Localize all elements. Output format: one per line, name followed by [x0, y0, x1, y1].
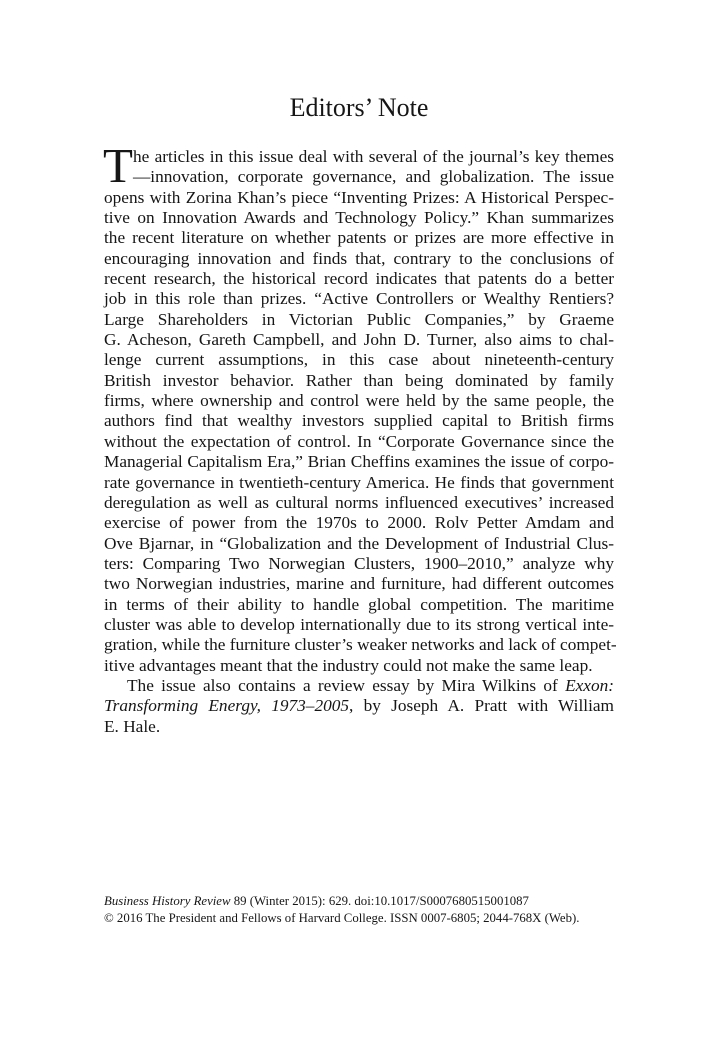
text-line: E. Hale.: [104, 716, 161, 736]
text-line: opens with Zorina Khan’s piece “Inventing Prizes: A Historical Perspec-: [104, 187, 614, 207]
text-line: G. Acheson, Gareth Campbell, and John D. Turner, also aims to chal-: [104, 330, 614, 350]
citation-line: Business History Review 89 (Winter 2015): 629. doi:10.1017/S0007680515001087: [104, 894, 529, 908]
text-line: —innovation, corporate governance, and globalization. The issue: [133, 167, 614, 187]
text-line: cluster was able to develop internationally due to its strong vertical inte-: [104, 614, 614, 634]
page-title: Editors’ Note: [289, 93, 429, 122]
text-line: Large Shareholders in Victorian Public Companies,” by Graeme: [104, 309, 614, 329]
book-title-part: Exxon:: [565, 675, 614, 695]
text-line: without the expectation of control. In “Corporate Governance since the: [104, 431, 614, 451]
text-line: ters: Comparing Two Norwegian Clusters, 1900–2010,” analyze why: [104, 553, 614, 573]
text-line: Transforming Energy, 1973–2005, by Joseph A. Pratt with William: [104, 696, 614, 716]
text-line: recent research, the historical record indicates that patents do a better: [104, 269, 614, 289]
journal-name: Business History Review: [104, 894, 231, 908]
text-line: he articles in this issue deal with several of the journal’s key themes: [133, 147, 614, 166]
text-line: the recent literature on whether patents or prizes are more effective in: [104, 228, 614, 248]
text-line: firms, where ownership and control were held by the same people, the: [104, 391, 614, 411]
paragraph-1: [104, 147, 617, 676]
drop-cap: T: [103, 138, 133, 193]
text-line: encouraging innovation and finds that, contrary to the conclusions of: [104, 248, 614, 268]
text-line: Managerial Capitalism Era,” Brian Cheffins examines the issue of corpo-: [104, 452, 614, 472]
text-line: Ove Bjarnar, in “Globalization and the Development of Industrial Clus-: [104, 533, 614, 553]
text-line: itive advantages meant that the industry could not make the same leap.: [104, 655, 593, 675]
copyright-line: © 2016 The President and Fellows of Harvard College. ISSN 0007-6805; 2044-768X (Web).: [104, 911, 580, 925]
text-line: deregulation as well as cultural norms influenced executives’ increased: [104, 492, 614, 512]
text-line: rate governance in twentieth-century America. He finds that government: [104, 472, 614, 492]
text-line: in terms of their ability to handle global competition. The maritime: [104, 594, 614, 614]
text-line: authors find that wealthy investors supplied capital to British firms: [104, 411, 614, 431]
text-line: British investor behavior. Rather than being dominated by family: [104, 370, 614, 390]
text-line: tive on Innovation Awards and Technology Policy.” Khan summarizes: [104, 208, 614, 228]
paragraph-2: [104, 676, 614, 737]
book-title-part: Transforming Energy, 1973–2005: [104, 696, 350, 716]
text-line: two Norwegian industries, marine and furniture, had different outcomes: [104, 574, 614, 594]
text-line: exercise of power from the 1970s to 2000. Rolv Petter Amdam and: [104, 513, 614, 533]
text-line: lenge current assumptions, in this case about nineteenth-century: [104, 350, 614, 370]
footer-citation: [104, 893, 624, 927]
text-line: gration, while the furniture cluster’s weaker networks and lack of compet-: [104, 635, 617, 655]
text-line: The issue also contains a review essay by Mira Wilkins of Exxon:: [127, 675, 614, 695]
article-body: [103, 138, 617, 737]
text-line: job in this role than prizes. “Active Controllers or Wealthy Rentiers?: [104, 289, 614, 309]
